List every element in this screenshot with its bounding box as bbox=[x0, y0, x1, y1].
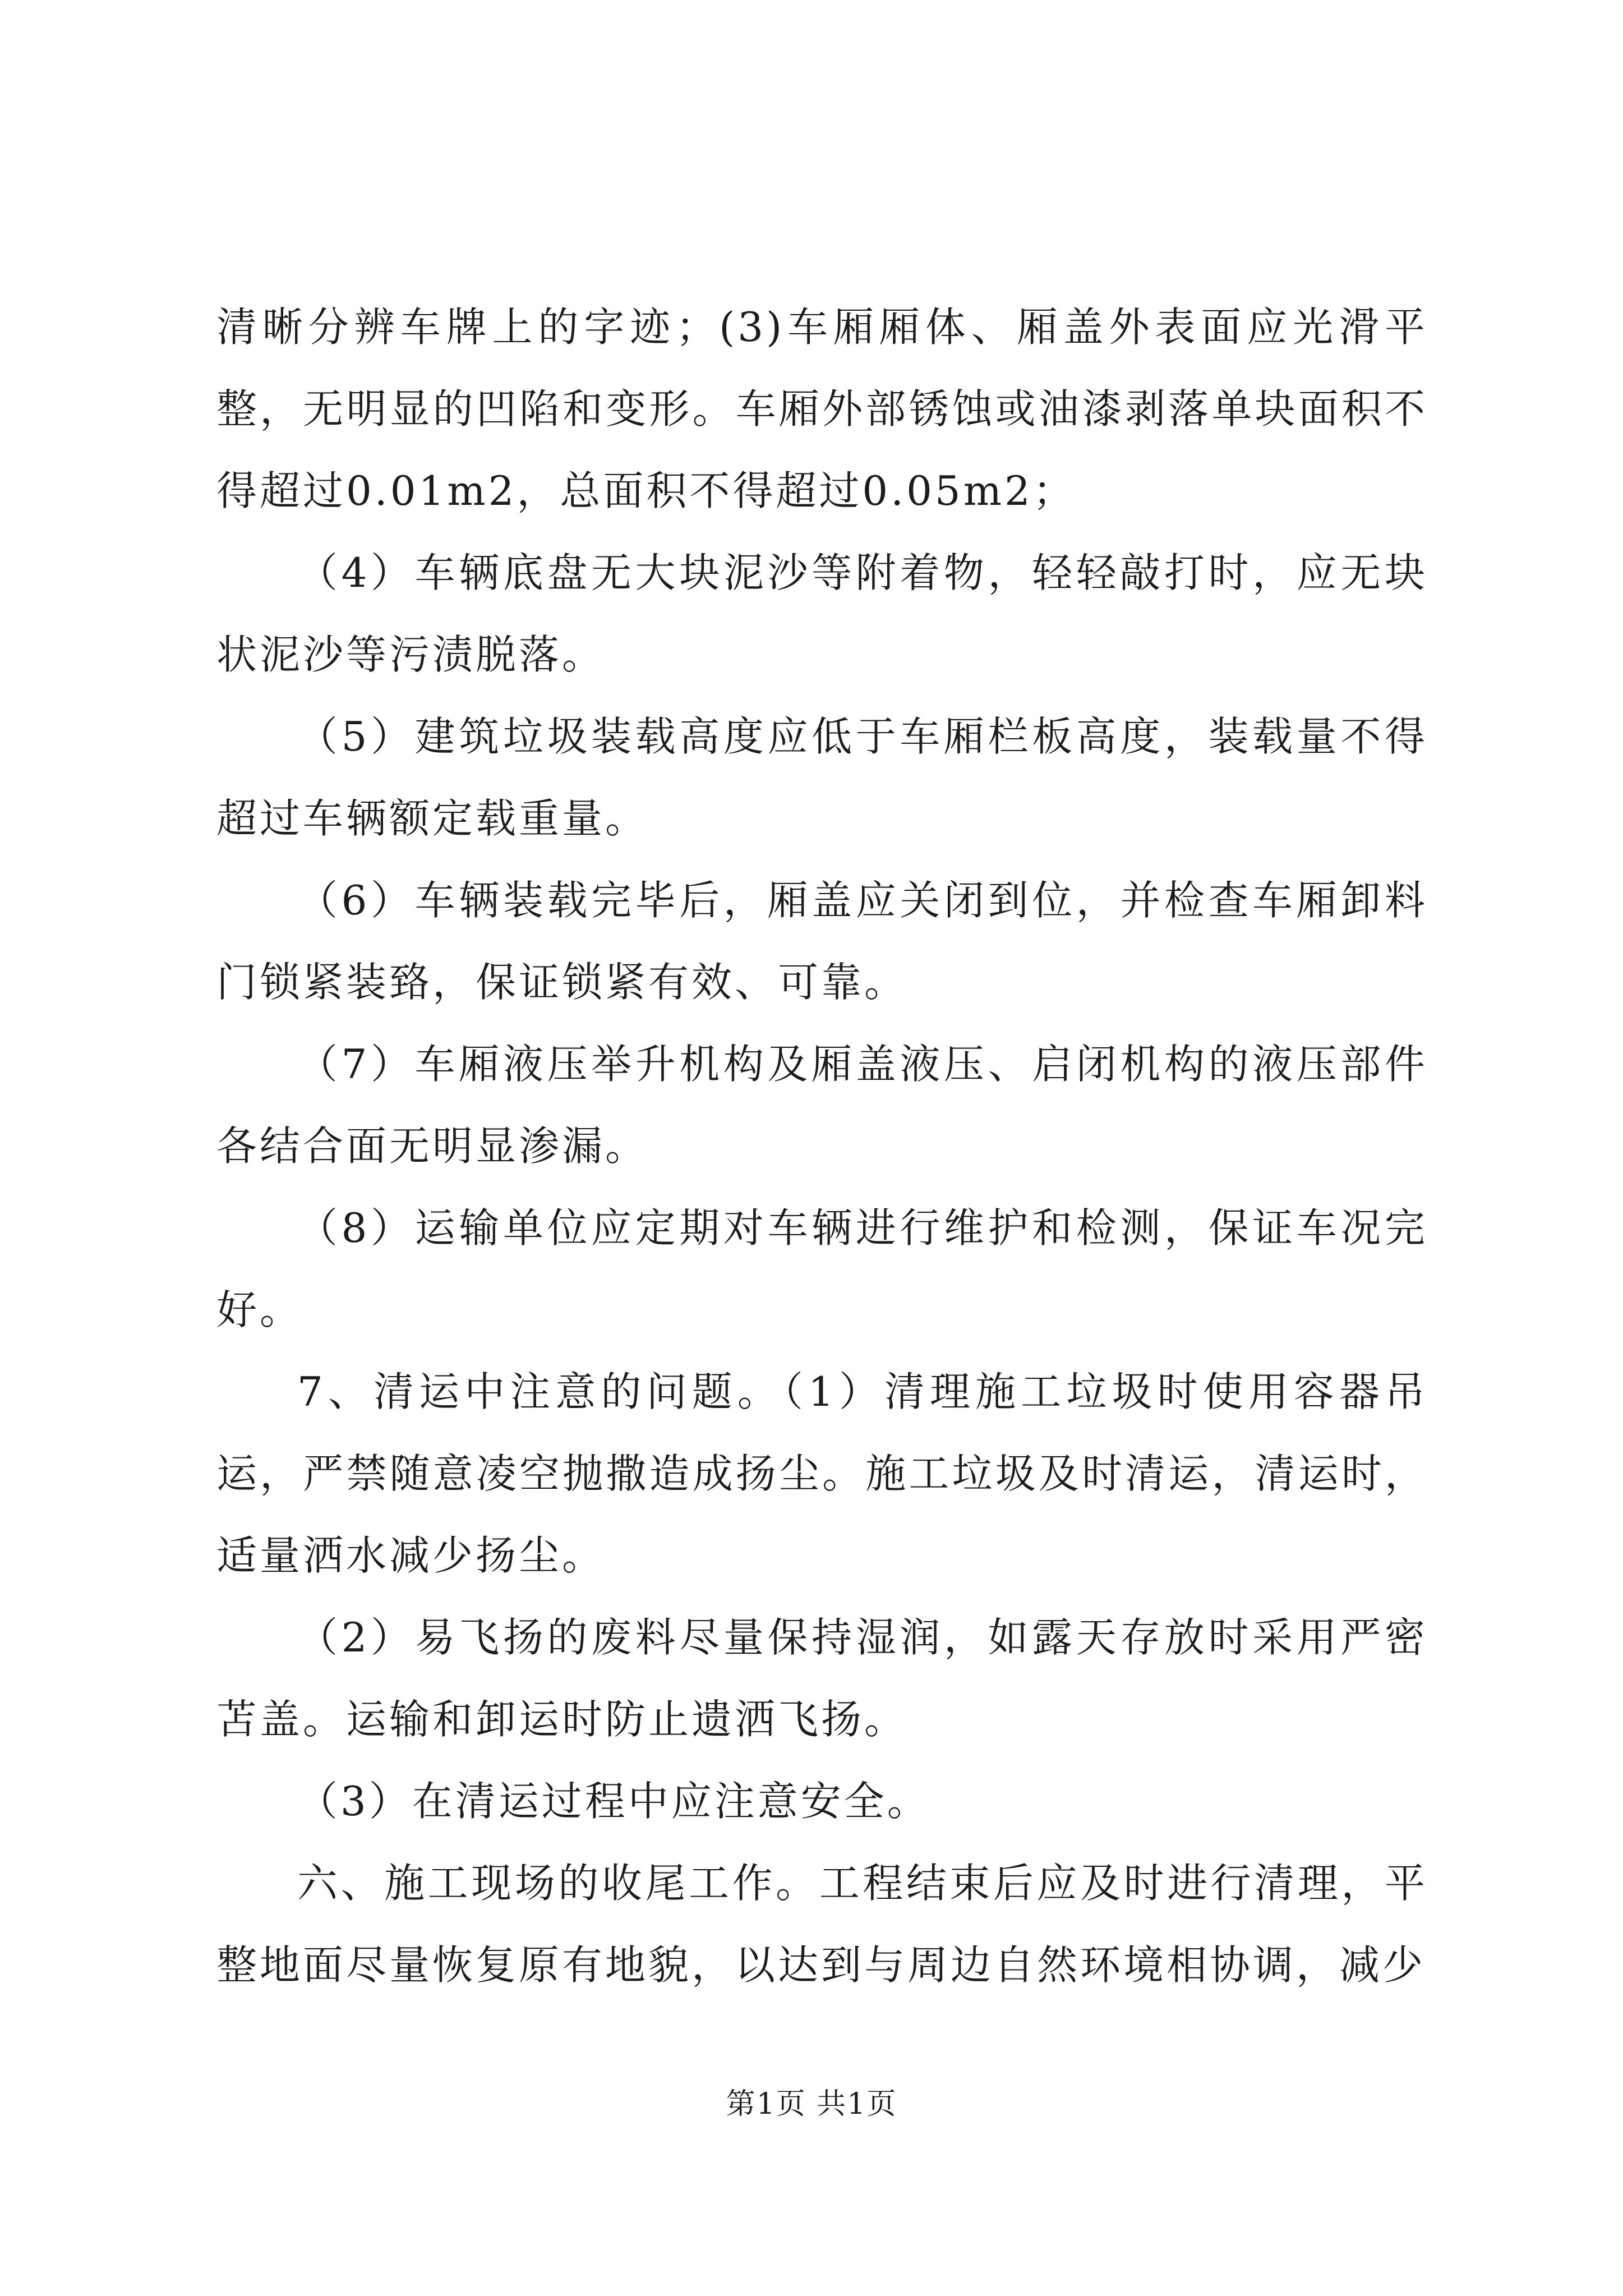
paragraph-6: （8）运输单位应定期对车辆进行维护和检测，保证车况完好。 bbox=[216, 1204, 1428, 1333]
page-number-label: 第1页 共1页 bbox=[726, 2087, 897, 2121]
paragraph-7: 7、清运中注意的问题。（1）清理施工垃圾时使用容器吊运，严禁随意凌空抛撒造成扬尘。施工垃圾及时清运，清运时，适量洒水减少扬尘。 bbox=[216, 1368, 1428, 1579]
page-footer bbox=[0, 2080, 1623, 2122]
paragraph-10: 六、施工现场的收尾工作。工程结束后应及时进行清理，平整地面尽量恢复原有地貌，以达到与周边自然环境相协调，减少 bbox=[216, 1860, 1428, 1989]
paragraph-3: （5）建筑垃圾装载高度应低于车厢栏板高度，装载量不得超过车辆额定载重量。 bbox=[216, 713, 1428, 842]
document-body bbox=[216, 286, 1428, 2006]
paragraph-9: （3）在清运过程中应注意安全。 bbox=[297, 1778, 930, 1825]
paragraph-4: （6）车辆装载完毕后，厢盖应关闭到位，并检查车厢卸料门锁紧装臵，保证锁紧有效、可靠。 bbox=[216, 877, 1428, 1006]
paragraph-8: （2）易飞扬的废料尽量保持湿润，如露天存放时采用严密苫盖。运输和卸运时防止遗洒飞扬。 bbox=[216, 1614, 1428, 1743]
paragraph-1: 清晰分辨车牌上的字迹；(3)车厢厢体、厢盖外表面应光滑平整，无明显的凹陷和变形。车厢外部锈蚀或油漆剥落单块面积不得超过0.01m2，总面积不得超过0.05m2； bbox=[216, 303, 1428, 514]
paragraph-2: （4）车辆底盘无大块泥沙等附着物，轻轻敲打时，应无块状泥沙等污渍脱落。 bbox=[216, 549, 1428, 678]
paragraph-5: （7）车厢液压举升机构及厢盖液压、启闭机构的液压部件各结合面无明显渗漏。 bbox=[216, 1041, 1428, 1170]
